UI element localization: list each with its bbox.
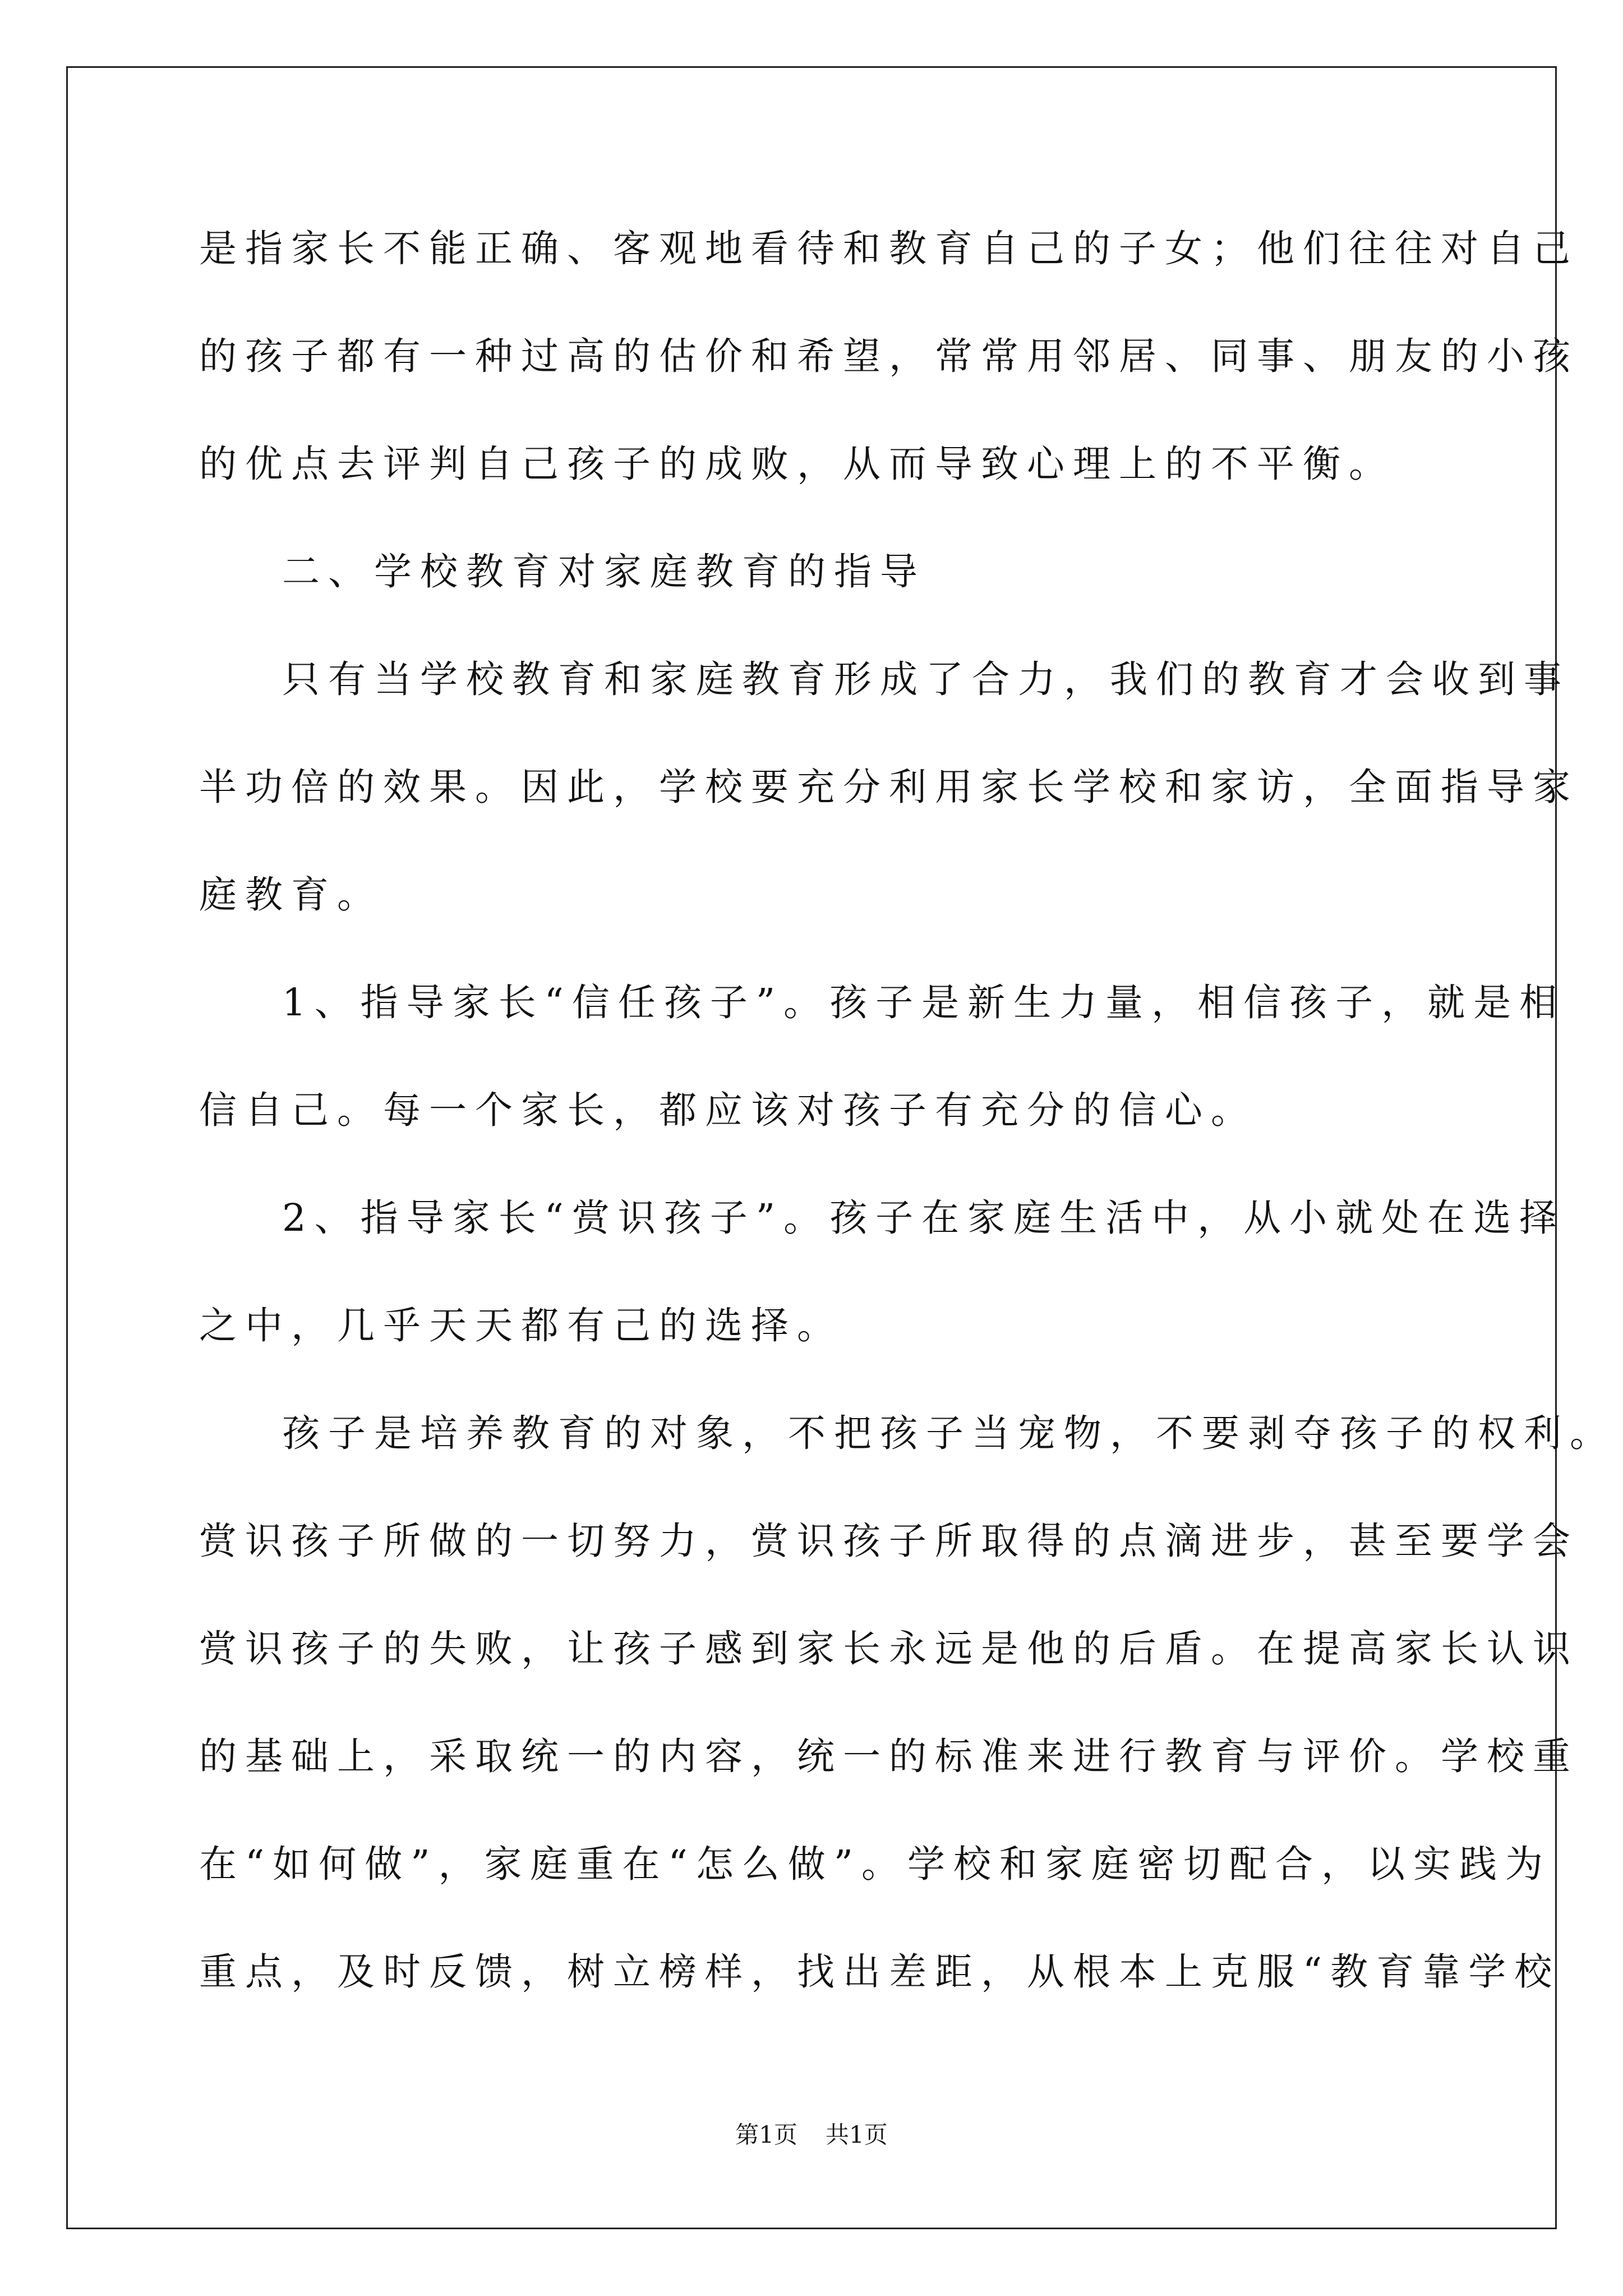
text-line: 半功倍的效果。因此，学校要充分利用家长学校和家访，全面指导家 xyxy=(199,765,1579,809)
text-line: 是指家长不能正确、客观地看待和教育自己的子女；他们往往对自己 xyxy=(199,227,1579,270)
line-spacing xyxy=(199,275,1433,329)
paragraph-start-line: 只有当学校教育和家庭教育形成了合力，我们的教育才会收到事 xyxy=(282,657,1570,701)
page-footer xyxy=(0,2120,1623,2150)
paragraph-start-line: 孩子是培养教育的对象，不把孩子当宠物，不要剥夺孩子的权利。 xyxy=(282,1411,1616,1455)
line-spacing xyxy=(199,1783,1433,1837)
line-spacing xyxy=(199,1137,1433,1191)
text-line: 的基础上，采取统一的内容，统一的标准来进行教育与评价。学校重 xyxy=(199,1734,1579,1778)
line-spacing xyxy=(199,1352,1433,1406)
text-line: 之中，几乎天天都有己的选择。 xyxy=(199,1304,843,1347)
line-spacing xyxy=(199,1891,1433,1945)
text-line: 庭教育。 xyxy=(199,873,383,917)
line-spacing xyxy=(199,491,1433,545)
line-spacing xyxy=(199,599,1433,652)
text-line: 赏识孩子的失败，让孩子感到家长永远是他的后盾。在提高家长认识 xyxy=(199,1627,1579,1671)
section-heading: 二、学校教育对家庭教育的指导 xyxy=(282,550,926,593)
text-line: 赏识孩子所做的一切努力，赏识孩子所取得的点滴进步，甚至要学会 xyxy=(199,1519,1579,1563)
text-line: 在“如何做”，家庭重在“怎么做”。学校和家庭密切配合，以实践为 xyxy=(199,1842,1552,1886)
line-spacing xyxy=(199,706,1433,760)
line-spacing xyxy=(199,922,1433,976)
paragraph-start-line: 2、指导家长“赏识孩子”。孩子在家庭生活中，从小就处在选择 xyxy=(282,1196,1566,1240)
line-spacing xyxy=(199,814,1433,868)
line-spacing xyxy=(199,383,1433,437)
document-body xyxy=(199,222,1616,1999)
line-spacing xyxy=(199,1245,1433,1299)
page-total: 共1页 xyxy=(826,2121,888,2148)
text-line: 重点，及时反馈，树立榜样，找出差距，从根本上克服“教育靠学校 xyxy=(199,1950,1561,1994)
line-spacing xyxy=(199,1460,1433,1514)
page-number: 第1页 xyxy=(735,2121,797,2148)
line-spacing xyxy=(199,1029,1433,1083)
paragraph-start-line: 1、指导家长“信任孩子”。孩子是新生力量，相信孩子，就是相 xyxy=(282,981,1566,1024)
line-spacing xyxy=(199,1676,1433,1729)
text-line: 的孩子都有一种过高的估价和希望，常常用邻居、同事、朋友的小孩 xyxy=(199,334,1579,378)
line-spacing xyxy=(199,1568,1433,1622)
text-line: 信自己。每一个家长，都应该对孩子有充分的信心。 xyxy=(199,1088,1257,1132)
text-line: 的优点去评判自己孩子的成败，从而导致心理上的不平衡。 xyxy=(199,442,1395,486)
